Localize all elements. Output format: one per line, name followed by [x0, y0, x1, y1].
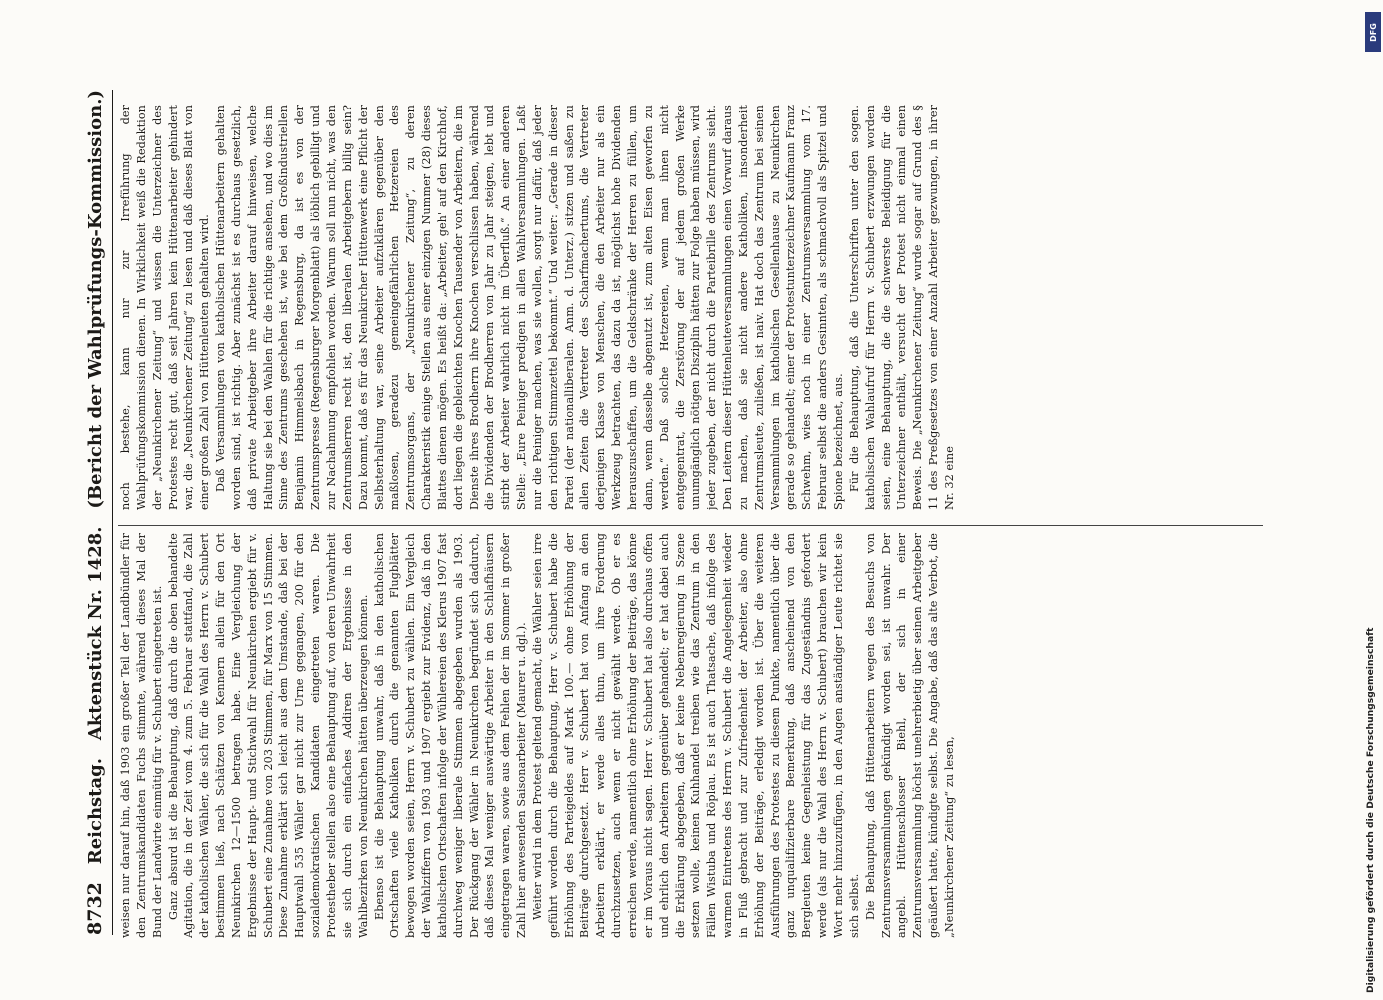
paragraph: noch bestehe, kann nur zur Irreführung der Wahlprüfungskommission dienen. In Wirklichkeit weiß die Redaktion der „Neunkirchener Zeitung“ und wissen die Unterzeichner des Protestes recht gut, daß seit Jahren kein Hüttenarbeiter gehindert war, die „Neunkirchener Zeitung“ zu lesen und daß dieses Blatt von einer großen Zahl von Hüttenleuten gehalten wird. — [119, 105, 212, 510]
dfg-logo-text: DFG — [1368, 22, 1378, 42]
paragraph: Die Behauptung, daß Hüttenarbeitern wegen des Besuchs von Zentrumsversammlungen gekündigt worden sei, ist unwahr. Der angebl. Hüttenschlosser Biehl, der sich in einer Zentrumsversammlung höchst unehrerbietig über seinen Arbeitgeber geäußert hatte, kündigte selbst. Die Angabe, daß das alte Verbot, die „Neunkirchener Zeitung“ zu lesen, — [863, 533, 956, 938]
column-divider — [118, 525, 1263, 526]
paragraph: weisen nur darauf hin, daß 1903 ein großer Teil der Landbündler für den Zentrumskandidaten Fuchs stimmte, während dieses Mal der Bund der Landwirte einmütig für v. Schubert eingetreten ist. — [119, 533, 164, 938]
page-number: 8732 — [84, 882, 106, 935]
paragraph: Weiter wird in dem Protest geltend gemacht, die Wähler seien irre geführt worden durch die Behauptung, Herr v. Schubert habe die Erhöhung des Parteigeldes auf Mark 100.— ohne Erhöhung der Beiträge durchgesetzt. Herr v. Schubert hat von Anfang an den Arbeitern erklärt, er werde alles thun, um ihre Forderung durchzusetzen, auch wenn er nicht gewählt werde. Ob er es erreichen werde, namentlich ohne Erhöhung der Beiträge, das könne er im Voraus nicht sagen. Herr v. Schubert hat also durchaus offen und ehrlich den Arbeitern gegenüber gehandelt; er hat dabei auch die Erklärung abgegeben, daß er keine Nebenregierung in Szene setzen wolle, keinen Kuhhandel treiben wie das Zentrum in den Fällen Wistuba und Röplau. Es ist auch Thatsache, daß infolge des warmen Eintretens des Herrn v. Schubert die Angelegenheit wieder in Fluß gebracht und zur Zufriedenheit der Arbeiter, also ohne Erhöhung der Beiträge, erledigt worden ist. Über die weiteren Ausführungen des Protestes zu diesem Punkte, namentlich über die ganz unqualifizierbare Bemerkung, daß anscheinend von den Bergleuten keine Gegenleistung für das Zugeständnis gefordert werde (als nur die Wahl des Herrn v. Schubert) brauchen wir kein Wort mehr hinzuzufügen, in den Augen anständiger Leute richtet sie sich selbst. — [530, 533, 861, 938]
right-column — [118, 105, 1268, 510]
left-column — [118, 533, 1268, 938]
header-right-title: (Bericht der Wahlprüfungs-Kommission.) — [84, 90, 106, 509]
paragraph: Daß Versammlungen von katholischen Hüttenarbeitern gehalten worden sind, ist richtig. Aber zunächst ist es durchaus gesetzlich, daß private Arbeitgeber ihre Arbeiter darauf hinweisen, welche Haltung sie bei den Wahlen für die richtige ansehen, und wo dies im Sinne des Zentrums geschehen ist, wie bei dem Großindustriellen Benjamin Himmelsbach in Regensburg, da ist es von der Zentrumspresse (Regensburger Morgenblatt) als löblich gebilligt und zur Nachahmung empfohlen worden. Warum soll nun nicht, was den Zentrumsherren recht ist, den liberalen Arbeitgebern billig sein? Dazu kommt, daß es für das Neunkircher Hüttenwerk eine Pflicht der Selbsterhaltung war, seine Arbeiter aufzuklären gegenüber den maßlosen, geradezu gemeingefährlichen Hetzereien des Zentrumsorgans, der „Neunkirchener Zeitung“, zu deren Charakteristik einige Stellen aus einer einzigen Nummer (28) dieses Blattes dienen mögen. Es heißt da: „Arbeiter, geh' auf den Kirchhof, dort liegen die gebleichten Knochen Tausender von Arbeitern, die im Dienste ihres Brodherrn ihre Knochen verschlissen haben, während die Dividenden der Brodherren von Jahr zu Jahr steigen, lebt und stirbt der Arbeiter wahrlich nicht im Überfluß.“ An einer anderen Stelle: „Eure Peiniger predigen in allen Wahlversammlungen. Laßt nur die Peiniger machen, was sie wollen, sorgt nur dafür, daß jeder den richtigen Stimmzettel bekommt.“ Und weiter: „Gerade in dieser Partei (der nationalliberalen. Anm. d. Unterz.) sitzen und saßen zu allen Zeiten die Vertreter des Scharfmachertums, die Vertreter derjenigen Klasse von Menschen, die den Arbeiter nur als ein Werkzeug betrachten, das dazu da ist, möglichst hohe Dividenden herauszuschaffen, um die Geldschränke der Herren zu füllen, um dann, wenn dasselbe abgenutzt ist, zum alten Eisen geworfen zu werden.“ Daß solche Hetzereien, wenn man ihnen nicht entgegentrat, die Zerstörung der auf jedem großen Werke unumgänglich nötigen Disziplin hätten zur Folge haben müssen, wird jeder zugeben, der nicht durch die Parteibrille des Zentrums sieht. Den Leitern dieser Hüttenleuteversammlungen einen Vorwurf daraus zu machen, daß sie nicht andere Katholiken, insonderheit Zentrumsleute, zuließen, ist naiv. Hat doch das Zentrum bei seinen Versammlungen im katholischen Gesellenhause zu Neunkirchen gerade so gehandelt; einer der Protestunterzeichner Kaufmann Franz Schwehm, wies noch in einer Zentrumsversammlung vom 17. Februar selbst die anders Gesinnten, als schmachvoll als Spitzel und Spione bezeichnet, aus. — [214, 105, 845, 510]
funding-note-text: Digitalisierung gefördert durch die Deutsche Forschungsgemeinschaft — [1365, 627, 1376, 993]
header-center-title: Aktenstück Nr. 1428. — [84, 526, 106, 741]
rotated-page — [0, 60, 1383, 1000]
paragraph: Ebenso ist die Behauptung unwahr, daß in den katholischen Ortschaften viele Katholiken durch die genannten Flugblätter bewogen worden seien, Herrn v. Schubert zu wählen. Ein Vergleich der Wahlziffern von 1903 und 1907 ergiebt zur Evidenz, daß in den katholischen Ortschaften infolge der Wühlereien des Klerus 1907 fast durchweg weniger liberale Stimmen abgegeben wurden als 1903. Der Rückgang der Wähler in Neunkirchen begründet sich dadurch, daß dieses Mal weniger auswärtige Arbeiter in den Schlafhäusern eingetragen waren, sowie aus dem Fehlen der im Sommer in großer Zahl hier anwesenden Saisonarbeiter (Maurer u. dgl.). — [372, 533, 529, 938]
page-header — [80, 90, 110, 935]
paragraph: Für die Behauptung, daß die Unterschriften unter den sogen. katholischen Wahlaufruf für Herrn v. Schubert erzwungen worden seien, eine Behauptung, die die schwerste Beleidigung für die Unterzeichner enthält, versucht der Protest nicht einmal einen Beweis. Die „Neunkirchener Zeitung“ wurde sogar auf Grund des § 11 des Preßgesetzes von einer Anzahl Arbeiter gezwungen, in ihrer Nr. 32 eine — [847, 105, 956, 510]
paragraph: Ganz absurd ist die Behauptung, daß durch die oben behandelte Agitation, die in der Zeit vom 4. zum 5. Februar stattfand, die Zahl der katholischen Wähler, die sich für die Wahl des Herrn v. Schubert bestimmen ließ, nach Schätzen von Kennern allein für den Ort Neunkirchen 12—1500 betragen habe. Eine Vergleichung der Ergebnisse der Haupt- und Stichwahl für Neunkirchen ergiebt für v. Schubert eine Zunahme von 203 Stimmen, für Marx von 15 Stimmen. Diese Zunahme erklärt sich leicht aus dem Umstande, daß bei der Hauptwahl 535 Wähler gar nicht zur Urne gegangen, 200 für den sozialdemokratischen Kandidaten eingetreten waren. Die Protestheber stellen also eine Behauptung auf, von deren Unwahrheit sie sich durch ein einfaches Addiren der Ergebnisse in den Wahlbezirken von Neunkirchen hätten überzeugen können. — [166, 533, 370, 938]
funding-note — [1365, 8, 1381, 993]
header-rule — [112, 90, 113, 935]
header-left-title: Reichstag. — [84, 758, 106, 865]
